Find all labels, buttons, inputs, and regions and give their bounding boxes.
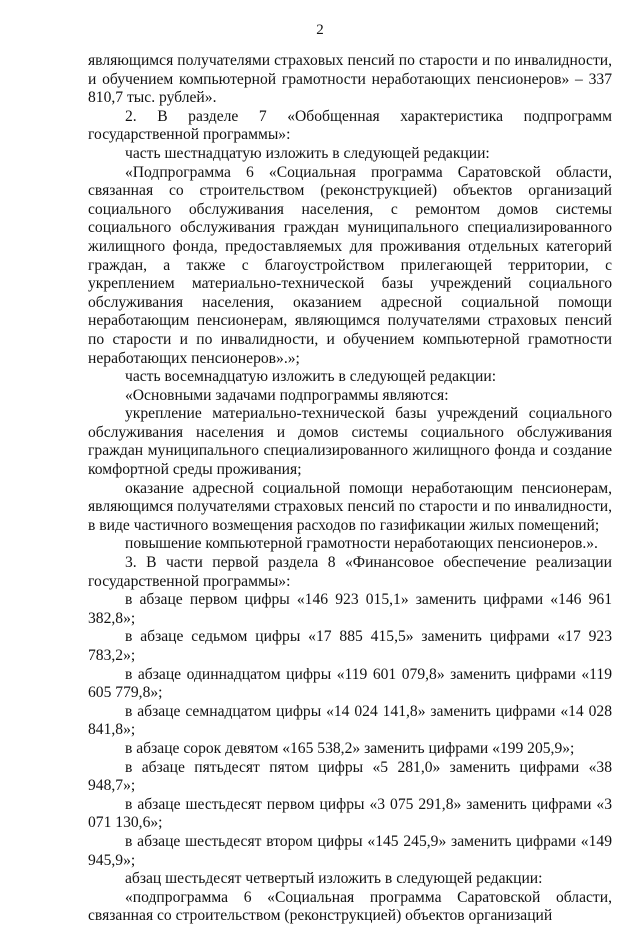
paragraph-quote: «подпрограмма 6 «Социальная программа Саратовской области, связанная со строительством (реконструкцией) объектов организаций <box>88 888 612 925</box>
paragraph: «Основными задачами подпрограммы являются: <box>125 386 449 404</box>
paragraph: абзац шестьдесят четвертый изложить в следующей редакции: <box>125 870 543 888</box>
page-number: 2 <box>316 22 324 38</box>
paragraph-amendment: в абзаце сорок девятом «165 538,2» заменить цифрами «199 205,9»; <box>125 739 575 757</box>
paragraph-amendment: в абзаце шестьдесят первом цифры «3 075 291,8» заменить цифрами «3 071 130,6»; <box>88 795 612 832</box>
paragraph: оказание адресной социальной помощи неработающим пенсионерам, являющимся получателями страховых пенсий по старости и по инвалидности, в виде частичного возмещения расходов по газификации жилых помещений; <box>88 479 612 534</box>
paragraph-amendment: в абзаце семнадцатом цифры «14 024 141,8» заменить цифрами «14 028 841,8»; <box>88 702 612 739</box>
paragraph-section-7-heading: 2. В разделе 7 «Обобщенная характеристика подпрограмм государственной программы»: <box>88 107 612 144</box>
paragraph: часть шестнадцатую изложить в следующей редакции: <box>125 144 490 162</box>
paragraph-amendment: в абзаце первом цифры «146 923 015,1» заменить цифрами «146 961 382,8»; <box>88 591 612 627</box>
paragraph-amendment: в абзаце пятьдесят пятом цифры «5 281,0» заменить цифрами «38 948,7»; <box>88 758 612 795</box>
paragraph-quote: «Подпрограмма 6 «Социальная программа Саратовской области, связанная со строительством (реконструкцией) объектов организаций социального обслуживания населения, с ремонтом домов системы социального обслуживания граждан муниципального специализированного жилищного фонда, предоставляемых для проживания отдельных категорий граждан, а также с благоустройством прилегающей территории, с укреплением материально-технической базы учреждений социального обслуживания населения, оказанием адресной социальной помощи неработающим пенсионерам, являющимся получателями страховых пенсий по старости и по инвалидности, и обучением компьютерной грамотности неработающих пенсионеров».»; <box>88 163 612 367</box>
document-body <box>88 52 612 926</box>
paragraph-amendment: в абзаце шестьдесят втором цифры «145 245,9» заменить цифрами «149 945,9»; <box>88 832 612 869</box>
paragraph-continuation: являющимся получателями страховых пенсий по старости и по инвалидности, и обучением компьютерной грамотности неработающих пенсионеров» – 337 810,7 тыс. рублей». <box>88 52 612 107</box>
paragraph-section-8-heading: 3. В части первой раздела 8 «Финансовое обеспечение реализации государственной программы»: <box>88 554 612 590</box>
paragraph: повышение компьютерной грамотности неработающих пенсионеров.». <box>125 535 598 553</box>
paragraph-amendment: в абзаце одиннадцатом цифры «119 601 079,8» заменить цифрами «119 605 779,8»; <box>88 665 612 702</box>
paragraph-amendment: в абзаце седьмом цифры «17 885 415,5» заменить цифрами «17 923 783,2»; <box>88 628 612 664</box>
paragraph: укрепление материально-технической базы учреждений социального обслуживания населения и домов системы социального обслуживания граждан муниципального специализированного жилищного фонда и создание комфортной среды проживания; <box>88 405 612 479</box>
paragraph: часть восемнадцатую изложить в следующей редакции: <box>125 368 497 386</box>
